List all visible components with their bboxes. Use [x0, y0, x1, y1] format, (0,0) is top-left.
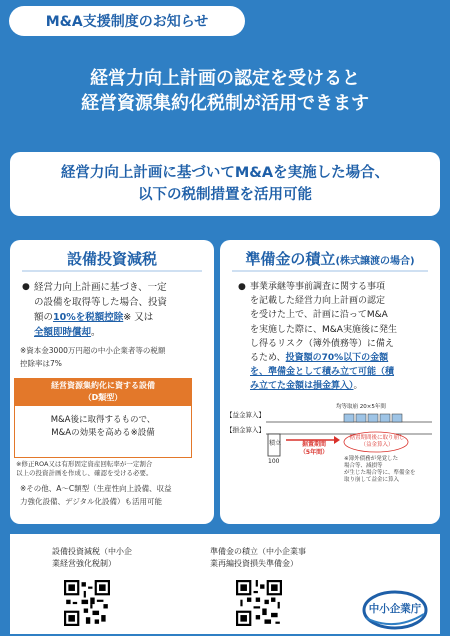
equipment-tax-title: 設備投資減税	[66, 250, 157, 268]
label-kinto: 均等取崩 20×5年間	[336, 404, 386, 410]
headline-line-2: 経営資源集約化税制が活用できます	[81, 93, 369, 114]
label-tsumitate: 積立	[269, 440, 282, 447]
qr-caption-equipment: 設備投資減税（中小企 業経営強化税制）	[52, 547, 132, 568]
equipment-tax-bullet	[22, 280, 206, 340]
tax-credit-highlight: 10%を税額控除	[53, 312, 124, 323]
bullet-line: 額の10%を税額控除※ 又は	[34, 312, 154, 323]
drawdown-bar	[368, 414, 378, 422]
deferral-arrowhead	[334, 436, 340, 444]
roa-note: ※修正ROA又は有形固定資産回転率が一定割合 以上の投資計画を作成し、確認を受ける必要。	[16, 460, 153, 477]
bullet-line: 経営力向上計画に基づき、一定	[34, 282, 167, 293]
other-types-note: ※その他、A〜C類型（生産性向上設備、収益 力強化設備、デジタル化設備）も活用可能	[20, 484, 172, 506]
bullet-dot-icon: ●	[238, 282, 246, 292]
drawdown-bar	[380, 414, 390, 422]
title-divider	[22, 270, 202, 272]
notice-badge: M&A支援制度のお知らせ	[9, 6, 245, 36]
diagram-note: ※簿外債務が発覚した 場合等、減損等 が生じた場合等に、準備金を 取り崩して益金に算入	[344, 456, 416, 483]
headline-line-1: 経営力向上計画の認定を受けると	[90, 68, 360, 89]
callout-line-2: 以下の税制措置を活用可能	[138, 187, 312, 203]
qr-code-reserve[interactable]	[236, 580, 282, 626]
bullet-dot-icon: ●	[22, 282, 30, 292]
d-type-box: M&A後に取得するもので、 M&Aの効果を高める※設備	[14, 406, 192, 458]
qr-caption-reserve: 準備金の積立（中小企業事 業再編投資損失準備金）	[210, 547, 306, 568]
reserve-highlight: を、準備金として積み立て可能（積	[250, 367, 395, 378]
logo-text: 中小企業庁	[368, 603, 422, 615]
sme-agency-logo[interactable]	[362, 588, 428, 632]
tax-rate-note: ※資本金3000万円超の中小企業者等の税額 控除率は7%	[20, 346, 166, 368]
callout-line-1: 経営力向上計画に基づいてM&Aを実施した場合、	[60, 165, 390, 181]
bullet-line: の設備を取得等した場合、投資	[34, 297, 168, 308]
label-100: 100	[268, 458, 280, 465]
reserve-diagram	[226, 404, 432, 484]
title-divider	[232, 270, 428, 272]
bullet-line: 全額即時償却。	[34, 327, 101, 338]
label-eki: 【益金算入】	[226, 411, 265, 419]
immediate-depreciation-highlight: 全額即時償却	[34, 327, 92, 338]
bubble-text: 据置期間後に取り崩し （益金算入）	[349, 435, 405, 448]
label-deferral: 据置期間 （5年間）	[299, 441, 329, 456]
qr-code-equipment[interactable]	[64, 580, 110, 626]
reserve-bullet: ● 事業承継等事前調査に関する事項 を記載した経営力向上計画の認定 を受けた上で、計画に沿ってM&A を実施した際に、M&A実施後に発生 し得るリスク（簿外債務等）に備え るため、投資額の70%以下の金額 を、準備金として積み立て可能（積 み立てた金額は損金算入）。	[238, 282, 397, 392]
label-son: 【損金算入】	[226, 426, 265, 434]
reserve-highlight: 投資額の70%以下の金額	[285, 353, 389, 364]
reserve-title: 準備金の積立(株式譲渡の場合)	[245, 250, 415, 268]
drawdown-bar	[392, 414, 402, 422]
drawdown-bar	[344, 414, 354, 422]
headline	[0, 66, 450, 116]
drawdown-bar	[356, 414, 366, 422]
d-type-title: 経営資源集約化に資する設備 （D類型）	[14, 378, 192, 406]
summary-callout	[10, 152, 440, 216]
reserve-highlight: み立てた金額は損金算入）	[250, 381, 354, 392]
